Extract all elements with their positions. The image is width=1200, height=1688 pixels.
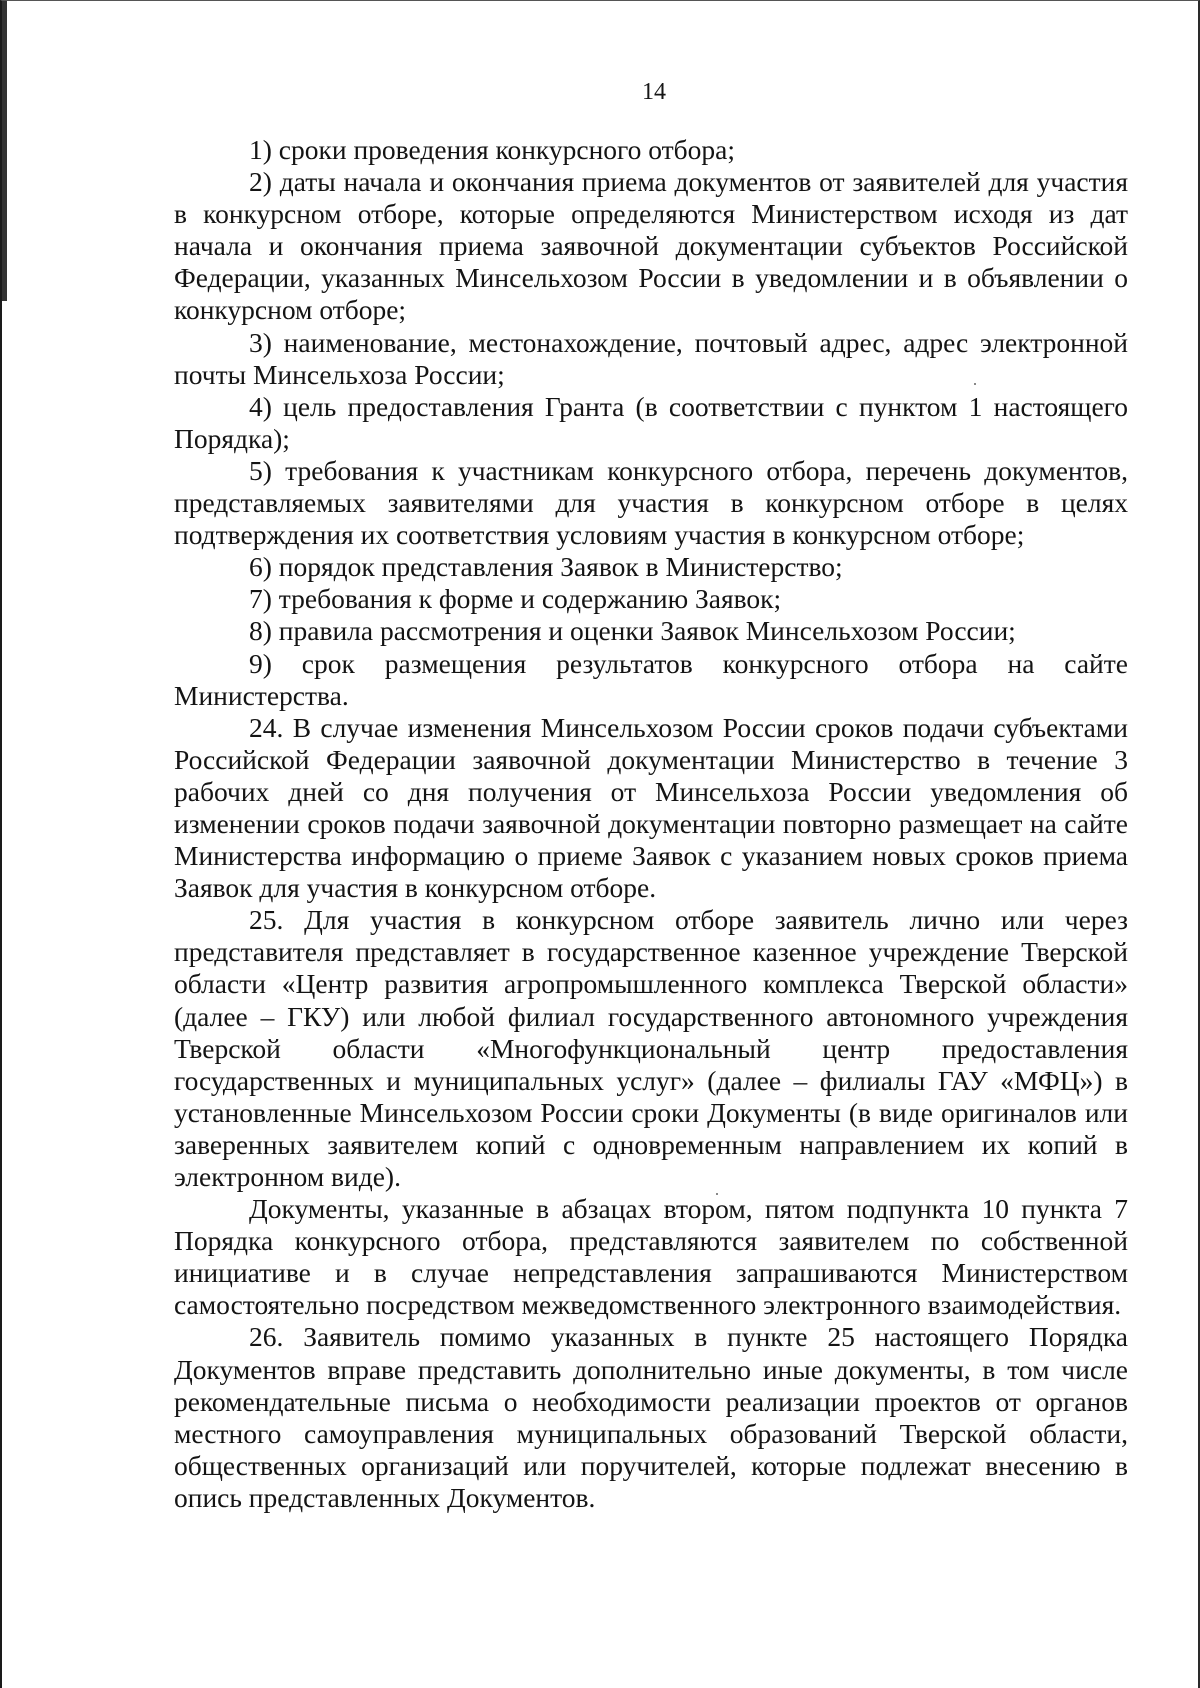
- clause-25-documents: Документы, указанные в абзацах втором, пятом подпункта 10 пункта 7 Порядка конкурсного отбора, представляются заявителем по собственной инициативе и в случае непредставления запрашиваются Министерством самостоятельно посредством межведомственного электронного взаимодействия.: [174, 1193, 1128, 1321]
- scan-edge-mark: [2, 1, 7, 301]
- list-item-8: 8) правила рассмотрения и оценки Заявок Минсельхозом России;: [249, 615, 1016, 647]
- list-item-4: 4) цель предоставления Гранта (в соответствии с пунктом 1 настоящего Порядка);: [174, 390, 1128, 454]
- clause-24: 24. В случае изменения Минсельхозом России сроков подачи субъектами Российской Федерации заявочной документации Министерство в течение 3 рабочих дней со дня получения от Минсельхоза России уведомления об изменении сроков подачи заявочной документации повторно размещает на сайте Министерства информацию о приеме Заявок с указанием новых сроков приема Заявок для участия в конкурсном отборе.: [174, 711, 1128, 904]
- clause-25: 25. Для участия в конкурсном отборе заявитель лично или через представителя представляет в государственное казенное учреждение Тверской области «Центр развития агропромышленного комплекса Тверской области» (далее – ГКУ) или любой филиал государственного автономного учреждения Тверской области «Многофункциональный центр предоставления государственных и муниципальных услуг» (далее – филиалы ГАУ «МФЦ») в установленные Минсельхозом России сроки Документы (в виде оригиналов или заверенных заявителем копий с одновременным направлением их копий в электронном виде).: [174, 904, 1128, 1192]
- list-item-7: 7) требования к форме и содержанию Заявок;: [249, 583, 782, 615]
- list-item-6: 6) порядок представления Заявок в Министерство;: [249, 551, 843, 583]
- list-item-9: 9) срок размещения результатов конкурсного отбора на сайте Министерства.: [174, 647, 1128, 711]
- page-number: 14: [642, 79, 666, 105]
- list-item-2: 2) даты начала и окончания приема документов от заявителей для участия в конкурсном отборе, которые определяются Министерством исходя из дат начала и окончания приема заявочной документации субъектов Российской Федерации, указанных Минсельхозом России в уведомлении и в объявлении о конкурсном отборе;: [174, 166, 1128, 326]
- clause-26: 26. Заявитель помимо указанных в пункте 25 настоящего Порядка Документов вправе представить дополнительно иные документы, в том числе рекомендательные письма о необходимости реализации проектов от органов местного самоуправления муниципальных образований Тверской области, общественных организаций или поручителей, которые подлежат внесению в опись представленных Документов.: [174, 1321, 1128, 1513]
- document-body: [174, 134, 1128, 1514]
- list-item-5: 5) требования к участникам конкурсного отбора, перечень документов, представляемых заявителями для участия в конкурсном отборе в целях подтверждения их соответствия условиям участия в конкурсном отборе;: [174, 454, 1128, 551]
- list-item-3: 3) наименование, местонахождение, почтовый адрес, адрес электронной почты Минсельхоза России;: [174, 326, 1128, 390]
- list-item-1: 1) сроки проведения конкурсного отбора;: [249, 134, 736, 165]
